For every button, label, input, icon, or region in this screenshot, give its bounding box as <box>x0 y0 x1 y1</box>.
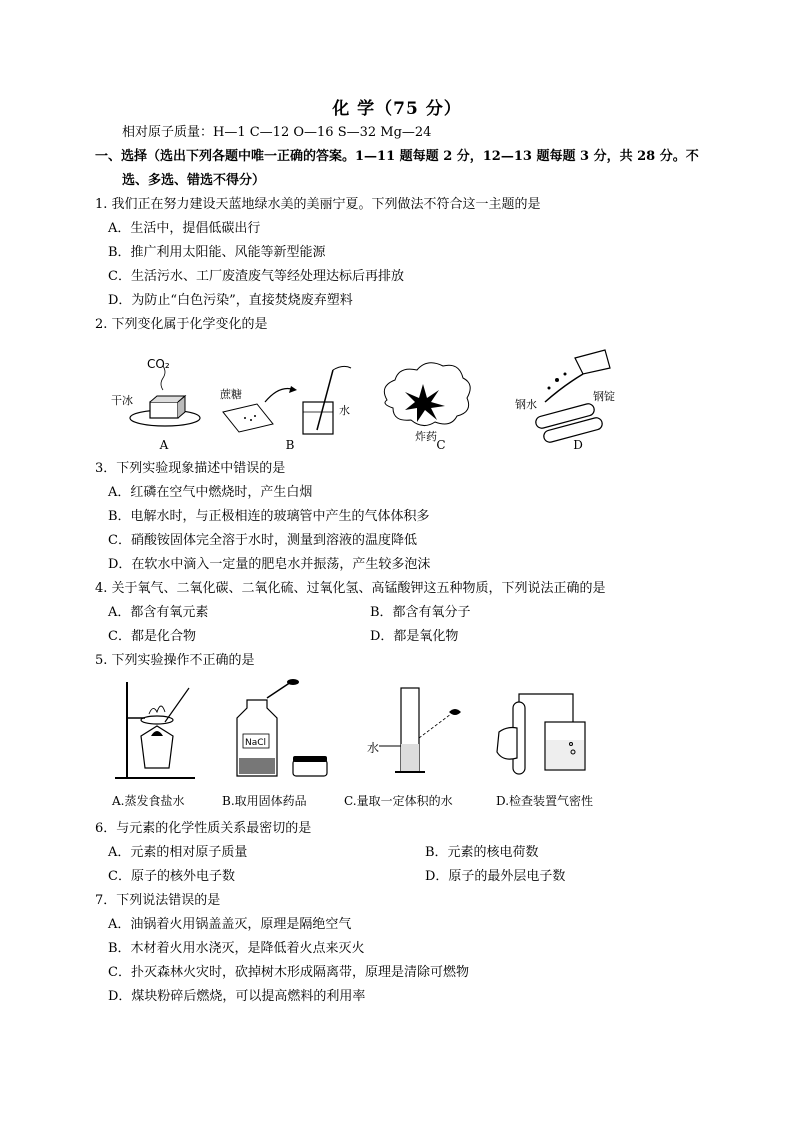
q2-figure-a-dry-ice <box>111 357 200 426</box>
q1-option-a: A．生活中，提倡低碳出行 <box>108 221 261 236</box>
dry-ice-label: 干冰 <box>111 394 133 407</box>
q5-figure <box>105 678 625 783</box>
q5-figure-c-cylinder <box>367 688 461 772</box>
q2-figure-b-sugar <box>220 366 351 434</box>
q4-option-c: C．都是化合物 <box>108 629 196 644</box>
question-5-stem: 5. 下列实验操作不正确的是 <box>95 653 255 668</box>
q7-option-b: B．木材着火用水浇灭，是降低着火点来灭火 <box>108 941 365 956</box>
q2-caption-c: C <box>436 438 446 452</box>
molten-steel-label: 钢水 <box>515 398 537 411</box>
q5-figure-b-solid <box>237 679 327 776</box>
q6-option-b: B．元素的核电荷数 <box>425 845 539 860</box>
water-label-c: 水 <box>367 741 380 755</box>
q6-option-d: D．原子的最外层电子数 <box>425 869 566 884</box>
question-6-stem: 6．与元素的化学性质关系最密切的是 <box>95 821 312 836</box>
q4-option-d: D．都是氧化物 <box>370 629 459 644</box>
q1-option-d: D．为防止“白色污染”，直接焚烧废弃塑料 <box>108 293 353 308</box>
q5-caption-d: D.检查装置气密性 <box>496 794 594 808</box>
q5-figure-a-evaporation <box>115 682 195 778</box>
q4-option-b: B．都含有氧分子 <box>370 605 471 620</box>
q7-option-a: A．油锅着火用锅盖盖灭，原理是隔绝空气 <box>108 917 352 932</box>
q7-option-c: C．扑灭森林火灾时，砍掉树木形成隔离带，原理是清除可燃物 <box>108 965 469 980</box>
atomic-masses: 相对原子质量：H—1 C—12 O—16 S—32 Mg—24 <box>122 125 432 140</box>
page-title: 化 学（75 分） <box>332 99 462 119</box>
section-heading-cont: 选、多选、错选不得分） <box>122 173 266 188</box>
q3-option-c: C．硝酸铵固体完全溶于水时，测量到溶液的温度降低 <box>108 533 417 548</box>
q5-caption-a: A.蒸发食盐水 <box>112 794 185 808</box>
q3-option-d: D．在软水中滴入一定量的肥皂水并振荡，产生较多泡沫 <box>108 557 431 572</box>
steel-ingot-label: 钢锭 <box>593 390 615 403</box>
question-3-stem: 3．下列实验现象描述中错误的是 <box>95 461 286 476</box>
q2-caption-a: A <box>159 438 169 452</box>
q2-figure-d-steel <box>515 350 615 444</box>
water-label-b: 水 <box>339 404 350 417</box>
q5-caption-b: B.取用固体药品 <box>222 794 307 808</box>
q1-option-b: B．推广利用太阳能、风能等新型能源 <box>108 245 326 260</box>
question-2-stem: 2. 下列变化属于化学变化的是 <box>95 317 268 332</box>
question-7-stem: 7．下列说法错误的是 <box>95 893 221 908</box>
nacl-label: NaCl <box>245 738 267 748</box>
q2-figure <box>105 340 625 455</box>
q3-option-a: A．红磷在空气中燃烧时，产生白烟 <box>108 485 313 500</box>
q6-option-c: C．原子的核外电子数 <box>108 869 235 884</box>
question-1-stem: 1. 我们正在努力建设天蓝地绿水美的美丽宁夏。下列做法不符合这一主题的是 <box>95 197 541 212</box>
q6-option-a: A．元素的相对原子质量 <box>108 845 248 860</box>
q7-option-d: D．煤块粉碎后燃烧，可以提高燃料的利用率 <box>108 989 366 1004</box>
q2-figure-c-explosion <box>384 363 470 443</box>
q5-figure-d-airtight <box>497 694 585 774</box>
section-heading: 一、选择（选出下列各题中唯一正确的答案。1—11 题每题 2 分，12—13 题每题 3 分，共 28 分。不 <box>95 149 699 164</box>
q5-caption-c: C.量取一定体积的水 <box>344 794 453 808</box>
q3-option-b: B．电解水时，与正极相连的玻璃管中产生的气体体积多 <box>108 509 430 524</box>
q2-caption-b: B <box>285 438 295 452</box>
explosive-label: 炸药 <box>415 430 437 443</box>
q2-caption-d: D <box>573 438 583 452</box>
co2-label: CO₂ <box>147 357 170 371</box>
question-4-stem: 4. 关于氧气、二氧化碳、二氧化硫、过氧化氢、高锰酸钾这五种物质，下列说法正确的是 <box>95 581 606 596</box>
q1-option-c: C．生活污水、工厂废渣废气等经处理达标后再排放 <box>108 269 404 284</box>
q4-option-a: A．都含有氧元素 <box>108 605 209 620</box>
sugar-label: 蔗糖 <box>220 388 242 401</box>
